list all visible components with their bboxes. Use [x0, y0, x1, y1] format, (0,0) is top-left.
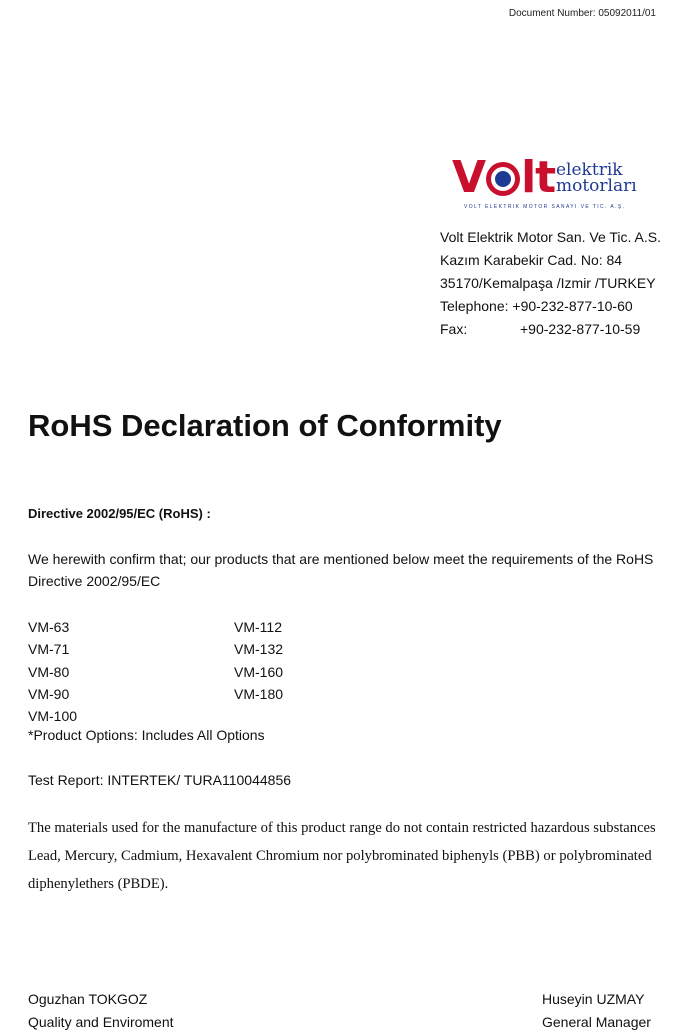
signatory-left-role: Quality and Enviroment — [28, 1014, 174, 1030]
logo-side-line1: elektrik — [556, 160, 623, 180]
confirmation-text: We herewith confirm that; our products that are mentioned below meet the requirements of the RoHS Directive 2002/95/EC — [28, 551, 654, 589]
signatory-left-name: Oguzhan TOKGOZ — [28, 991, 148, 1007]
document-number: Document Number: 05092011/01 — [508, 8, 656, 19]
logo-tagline: VOLT ELEKTRIK MOTOR SANAYI VE TIC. A.Ş. — [464, 204, 626, 210]
product-item: VM-80 — [28, 663, 70, 680]
page-title: RoHS Declaration of Conformity — [28, 408, 502, 443]
address-company: Volt Elektrik Motor San. Ve Tic. A.S. — [440, 229, 661, 245]
product-list-left — [28, 616, 77, 727]
logo-o-circle-icon — [486, 162, 520, 196]
product-options-note: *Product Options: Includes All Options — [28, 727, 265, 743]
signatory-right-role: General Manager — [542, 1014, 651, 1030]
address-fax — [440, 318, 661, 341]
signatory-right — [542, 988, 651, 1034]
logo-wordmark — [452, 152, 555, 203]
product-item: VM-71 — [28, 641, 70, 658]
signatory-left — [28, 988, 174, 1034]
company-logo — [452, 150, 642, 220]
product-item: VM-100 — [28, 708, 78, 725]
product-item: VM-160 — [234, 663, 284, 680]
logo-side-text — [556, 162, 637, 194]
address-street: Kazım Karabekir Cad. No: 84 — [440, 252, 623, 268]
address-city: 35170/Kemalpaşa /Izmir /TURKEY — [440, 275, 656, 291]
logo-letters-lt: lt — [521, 152, 556, 203]
product-item: VM-63 — [28, 619, 70, 635]
materials-statement: The materials used for the manufacture of this product range do not contain restricted hazardous substances Lead, Mercury, Cadmium, Hexavalent Chromium nor polybrominated biphenyls (PBB) or polybrominated diphenylethers (PBDE). — [28, 820, 656, 892]
signatory-right-name: Huseyin UZMAY — [542, 991, 645, 1007]
fax-number: +90-232-877-10-59 — [520, 321, 641, 337]
product-item: VM-90 — [28, 685, 70, 702]
logo-side-line2: motorları — [556, 176, 637, 196]
logo-letter-v: V — [452, 152, 486, 203]
test-report: Test Report: INTERTEK/ TURA110044856 — [28, 772, 292, 788]
product-item: VM-132 — [234, 641, 284, 658]
product-list-right — [234, 616, 283, 705]
product-item: VM-112 — [234, 619, 282, 635]
directive-heading: Directive 2002/95/EC (RoHS) : — [28, 506, 211, 521]
address-telephone: Telephone: +90-232-877-10-60 — [440, 298, 633, 314]
company-address — [440, 226, 661, 341]
product-item: VM-180 — [234, 685, 284, 702]
fax-label: Fax: — [440, 321, 468, 337]
